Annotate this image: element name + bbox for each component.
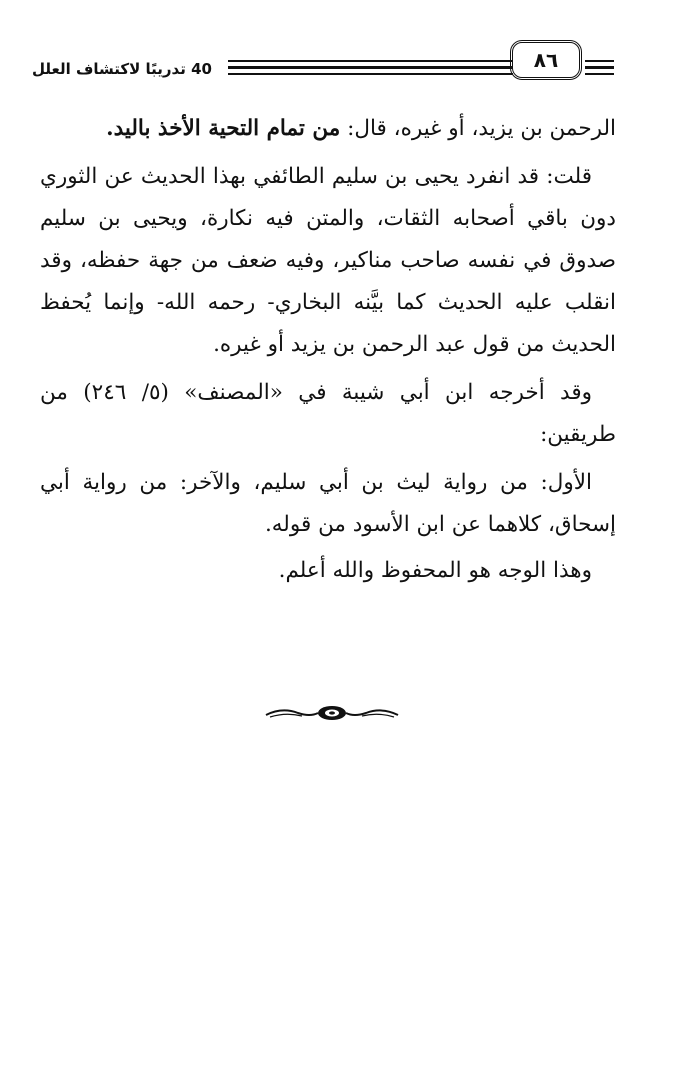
header-rule-left (228, 60, 513, 78)
decorative-flourish-icon (262, 703, 402, 723)
header-rule-right (585, 60, 614, 78)
paragraph-1 (40, 108, 616, 150)
page-number: ٨٦ (533, 48, 559, 72)
paragraph-1-text: الرحمن بن يزيد، أو غيره، قال: (340, 116, 616, 141)
page-body (40, 108, 616, 598)
paragraph-1-quote: من تمام التحية الأخذ باليد. (106, 116, 341, 141)
paragraph-2: قلت: قد انفرد يحيى بن سليم الطائفي بهذا الحديث عن الثوري دون باقي أصحابه الثقات، والمتن فيه نكارة، ويحيى بن سليم صدوق في نفسه صاحب مناكير، وفيه ضعف من جهة حفظه، وقد انقلب عليه الحديث كما بيَّنه البخاري- رحمه الله- وإنما يُحفظ الحديث من قول عبد الرحمن بن يزيد أو غيره. (40, 164, 616, 357)
paragraph-3: وقد أخرجه ابن أبي شيبة في «المصنف» (٥/ ٢٤٦) من طريقين: (40, 380, 616, 447)
running-title: 40 تدريبًا لاكتشاف العلل (32, 60, 212, 78)
page-header (32, 38, 614, 84)
page-number-frame (510, 40, 582, 80)
paragraph-5: وهذا الوجه هو المحفوظ والله أعلم. (278, 558, 592, 583)
paragraph-4: الأول: من رواية ليث بن أبي سليم، والآخر: من رواية أبي إسحاق، كلاهما عن ابن الأسود من قوله. (40, 470, 616, 537)
